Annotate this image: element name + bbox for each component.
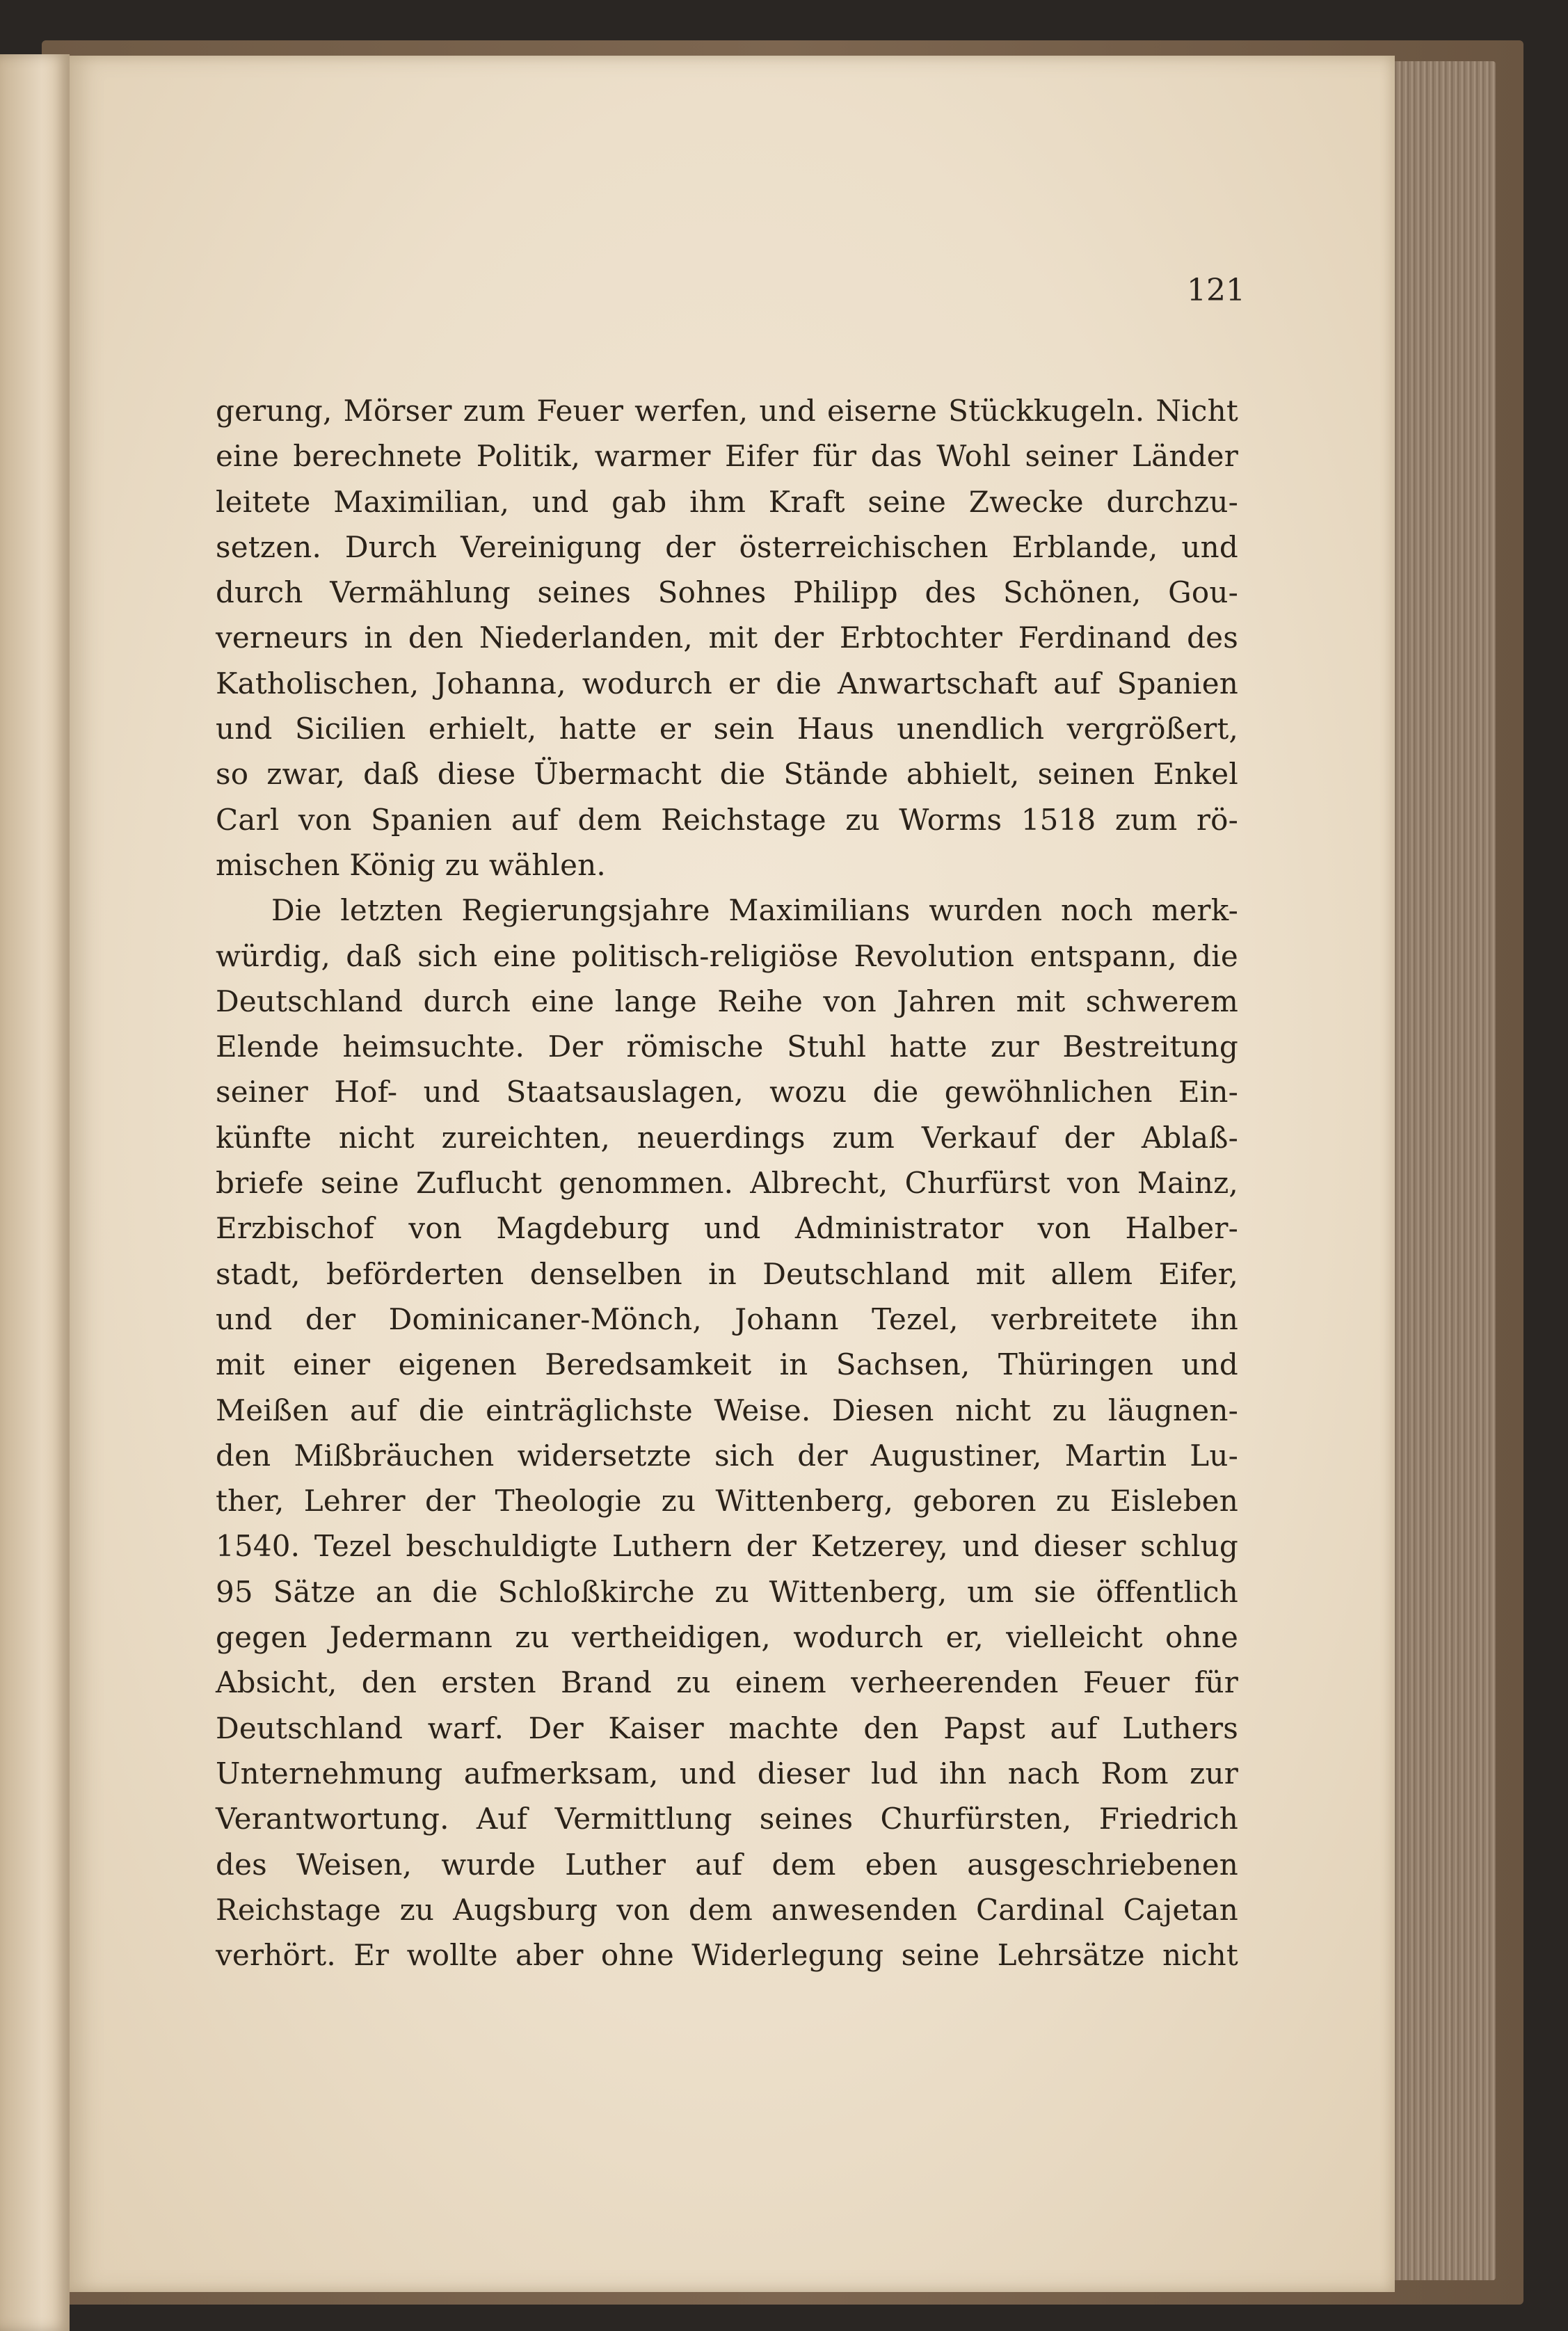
text-line: Elende heimsuchte. Der römische Stuhl hatte zur Bestreitung [216,1030,1238,1064]
text-line: briefe seine Zuflucht genommen. Albrecht, Churfürst von Mainz, [216,1166,1238,1201]
text-line: Carl von Spanien auf dem Reichstage zu Worms 1518 zum rö- [216,802,1238,837]
text-line: so zwar, daß diese Übermacht die Stände abhielt, seinen Enkel [216,757,1238,792]
text-line: Absicht, den ersten Brand zu einem verheerenden Feuer für [216,1665,1238,1700]
book-page [70,56,1395,2292]
text-line: künfte nicht zureichten, neuerdings zum Verkauf der Ablaß- [216,1120,1238,1155]
text-line: Katholischen, Johanna, wodurch er die Anwartschaft auf Spanien [216,666,1238,700]
text-line: seiner Hof- und Staatsauslagen, wozu die gewöhnlichen Ein- [216,1075,1238,1110]
text-line: setzen. Durch Vereinigung der österreichischen Erblande, und [216,529,1238,564]
text-line: Erzbischof von Magdeburg und Administrator von Halber- [216,1211,1238,1246]
text-line: Verantwortung. Auf Vermittlung seines Churfürsten, Friedrich [216,1802,1238,1836]
text-line: und der Dominicaner-Mönch, Johann Tezel, verbreitete ihn [216,1301,1238,1336]
body-text [216,388,1238,1978]
text-line: Reichstage zu Augsburg von dem anwesenden Cardinal Cajetan [216,1892,1238,1927]
text-line: durch Vermählung seines Sohnes Philipp des Schönen, Gou- [216,575,1238,610]
text-line: verhört. Er wollte aber ohne Widerlegung seine Lehrsätze nicht [216,1938,1238,1973]
text-line: und Sicilien erhielt, hatte er sein Haus unendlich vergrößert, [216,712,1238,746]
text-line: Unternehmung aufmerksam, und dieser lud ihn nach Rom zur [216,1756,1238,1791]
text-line: Deutschland warf. Der Kaiser machte den Papst auf Luthers [216,1711,1238,1745]
paragraph-end-line: mischen König zu wählen. [216,847,606,882]
text-line: gerung, Mörser zum Feuer werfen, und eiserne Stückkugeln. Nicht [216,394,1238,428]
text-line: leitete Maximilian, und gab ihm Kraft seine Zwecke durchzu- [216,484,1238,519]
page-number: 121 [1187,273,1245,308]
text-line: mit einer eigenen Beredsamkeit in Sachsen, Thüringen und [216,1347,1238,1382]
text-line: eine berechnete Politik, warmer Eifer für das Wohl seiner Länder [216,439,1238,474]
text-line: 95 Sätze an die Schloßkirche zu Wittenberg, um sie öffentlich [216,1574,1238,1609]
text-line: würdig, daß sich eine politisch-religiöse Revolution entspann, die [216,938,1238,973]
text-line: ther, Lehrer der Theologie zu Wittenberg, geboren zu Eisleben [216,1484,1238,1519]
text-line: stadt, beförderten denselben in Deutschland mit allem Eifer, [216,1256,1238,1291]
page-block-edges [1391,61,1496,2280]
text-line: 1540. Tezel beschuldigte Luthern der Ketzerey, und dieser schlug [216,1529,1238,1564]
text-line: verneurs in den Niederlanden, mit der Erbtochter Ferdinand des [216,620,1238,655]
text-line: den Mißbräuchen widersetzte sich der Augustiner, Martin Lu- [216,1438,1238,1473]
text-line: des Weisen, wurde Luther auf dem eben ausgeschriebenen [216,1847,1238,1882]
text-line: Meißen auf die einträglichste Weise. Diesen nicht zu läugnen- [216,1393,1238,1427]
paragraph-start-line: Die letzten Regierungsjahre Maximilians wurden noch merk- [271,893,1238,928]
previous-page-edge [0,54,70,2331]
text-line: Deutschland durch eine lange Reihe von Jahren mit schwerem [216,984,1238,1018]
text-line: gegen Jedermann zu vertheidigen, wodurch er, vielleicht ohne [216,1620,1238,1655]
